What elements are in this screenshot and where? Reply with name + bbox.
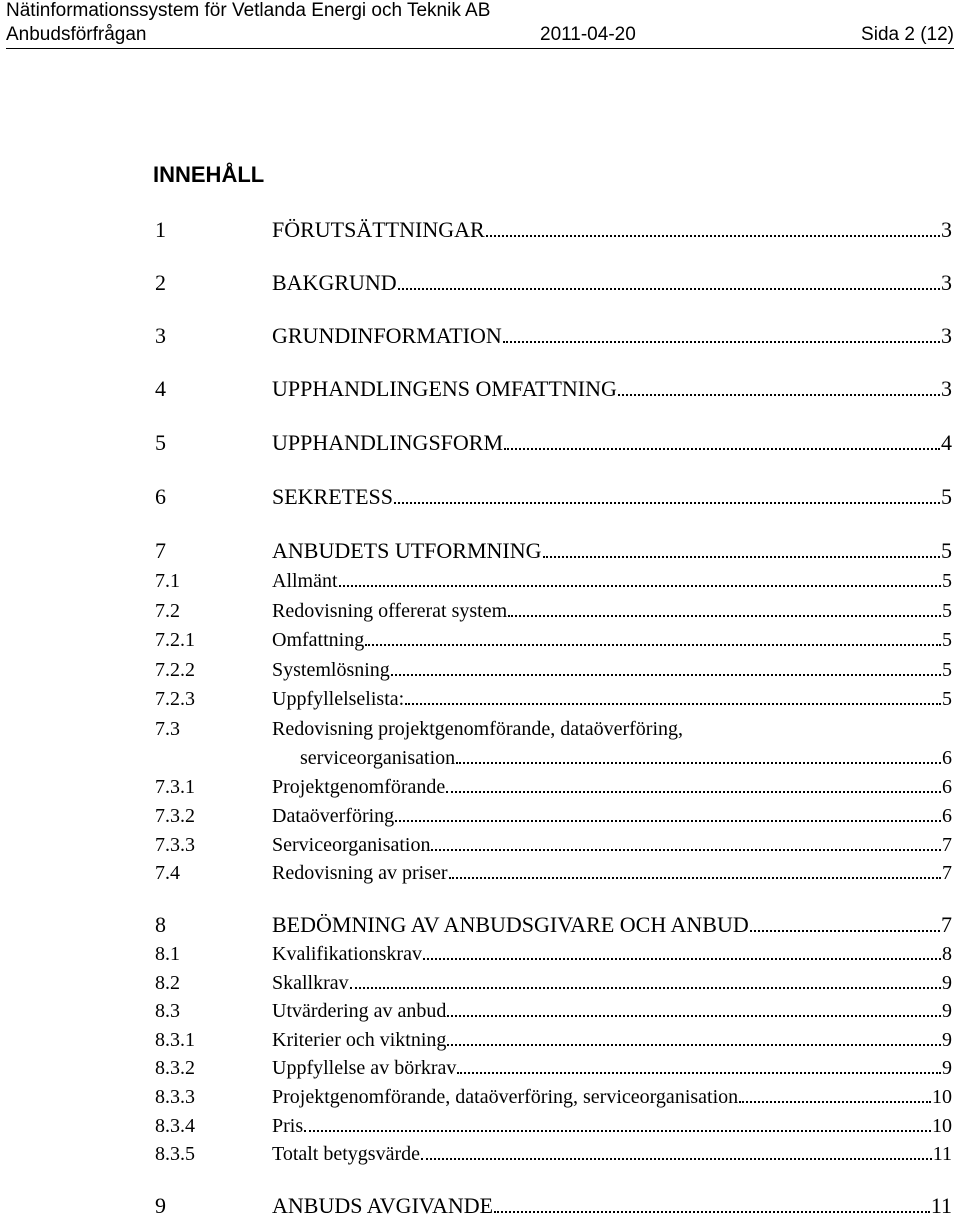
toc-entry-title: Pris xyxy=(272,1115,304,1137)
toc-entry-7-3[interactable] xyxy=(0,714,960,744)
toc-heading: INNEHÅLL xyxy=(153,162,265,187)
toc-entry-9[interactable] xyxy=(0,1191,960,1221)
toc-leader-dots xyxy=(750,929,940,932)
toc-entry-page: 6 xyxy=(942,776,952,798)
toc-entry-page: 3 xyxy=(941,376,952,401)
toc-entry-number: 7.2.1 xyxy=(155,629,195,651)
toc-entry-page: 8 xyxy=(942,943,952,965)
toc-entry-number: 8.3.5 xyxy=(155,1143,195,1165)
toc-entry-page: 9 xyxy=(942,1000,952,1022)
header-date: 2011-04-20 xyxy=(540,24,636,45)
toc-entry-page: 5 xyxy=(942,600,952,622)
toc-entry-page: 5 xyxy=(941,484,952,509)
toc-entry-number: 4 xyxy=(155,376,166,401)
toc-entry-title: GRUNDINFORMATION xyxy=(272,323,502,348)
toc-entry-number: 8.1 xyxy=(155,943,180,965)
toc-entry-8-3-2[interactable] xyxy=(0,1053,960,1083)
toc-entry-7-2[interactable] xyxy=(0,596,960,626)
toc-entry-page: 5 xyxy=(942,659,952,681)
toc-entry-page: 5 xyxy=(942,570,952,592)
toc-leader-dots xyxy=(350,986,941,989)
toc-leader-dots xyxy=(423,957,941,960)
toc-entry-title: Allmänt xyxy=(272,570,338,592)
toc-leader-dots xyxy=(405,702,941,705)
toc-entry-7[interactable] xyxy=(0,536,960,566)
header-doc-type: Anbudsförfrågan xyxy=(6,24,147,45)
toc-entry-page: 10 xyxy=(932,1115,952,1137)
toc-entry-title: Redovisning offererat system xyxy=(272,600,508,622)
toc-entry-2[interactable] xyxy=(0,268,960,298)
toc-entry-7-2-2[interactable] xyxy=(0,655,960,685)
toc-leader-dots xyxy=(494,1210,930,1213)
toc-entry-7-3-3[interactable] xyxy=(0,830,960,860)
toc-entry-7-3-continued[interactable] xyxy=(0,743,960,773)
toc-entry-page: 7 xyxy=(941,912,952,937)
toc-entry-4[interactable] xyxy=(0,374,960,404)
toc-entry-number: 8.3 xyxy=(155,1000,180,1022)
toc-entry-page: 3 xyxy=(941,323,952,348)
toc-entry-page: 5 xyxy=(942,688,952,710)
toc-entry-number: 7.3.3 xyxy=(155,834,195,856)
toc-entry-title: Redovisning projektgenomförande, dataöverföring, xyxy=(272,718,683,740)
toc-entry-number: 8.3.3 xyxy=(155,1086,195,1108)
toc-entry-title: Kriterier och viktning xyxy=(272,1029,447,1051)
toc-entry-page: 7 xyxy=(942,862,952,884)
toc-leader-dots xyxy=(394,501,940,504)
toc-entry-title: FÖRUTSÄTTNINGAR xyxy=(272,217,485,242)
toc-entry-7-2-3[interactable] xyxy=(0,684,960,714)
toc-leader-dots xyxy=(391,673,941,676)
toc-entry-title: Dataöverföring xyxy=(272,805,395,827)
toc-entry-title-continued: serviceorganisation xyxy=(300,747,456,769)
toc-leader-dots xyxy=(503,340,940,343)
toc-entry-title: ANBUDETS UTFORMNING xyxy=(272,538,542,563)
toc-entry-8-2[interactable] xyxy=(0,968,960,998)
toc-entry-title: BAKGRUND xyxy=(272,270,397,295)
toc-entry-number: 7.3 xyxy=(155,718,180,740)
toc-entry-title: Totalt betygsvärde xyxy=(272,1143,420,1165)
toc-leader-dots xyxy=(504,447,940,450)
toc-entry-page: 7 xyxy=(942,834,952,856)
toc-entry-page: 6 xyxy=(942,747,952,769)
toc-entry-title: Projektgenomförande, dataöverföring, serviceorganisation xyxy=(272,1086,739,1108)
toc-leader-dots xyxy=(339,584,941,587)
toc-leader-dots xyxy=(543,555,940,558)
toc-entry-8-3[interactable] xyxy=(0,996,960,1026)
toc-entry-number: 8.2 xyxy=(155,972,180,994)
toc-entry-number: 7.3.2 xyxy=(155,805,195,827)
toc-entry-8-3-1[interactable] xyxy=(0,1025,960,1055)
toc-leader-dots xyxy=(508,614,941,617)
toc-entry-number: 2 xyxy=(155,270,166,295)
toc-leader-dots xyxy=(486,234,940,237)
toc-entry-title: SEKRETESS xyxy=(272,484,394,509)
toc-entry-page: 10 xyxy=(932,1086,952,1108)
header-company-line: Nätinformationssystem för Vetlanda Energi och Teknik AB xyxy=(6,0,491,21)
toc-entry-title: Uppfyllelselista: xyxy=(272,688,405,710)
toc-entry-7-3-2[interactable] xyxy=(0,801,960,831)
toc-entry-number: 7.3.1 xyxy=(155,776,195,798)
toc-entry-title: Serviceorganisation xyxy=(272,834,431,856)
toc-entry-title: Utvärdering av anbud xyxy=(272,1000,447,1022)
toc-leader-dots xyxy=(365,643,941,646)
toc-entry-page: 9 xyxy=(942,972,952,994)
toc-entry-number: 8.3.2 xyxy=(155,1057,195,1079)
toc-leader-dots xyxy=(395,819,941,822)
toc-leader-dots xyxy=(456,761,941,764)
toc-entry-8-1[interactable] xyxy=(0,939,960,969)
toc-entry-page: 11 xyxy=(932,1143,952,1165)
toc-entry-5[interactable] xyxy=(0,428,960,458)
toc-entry-6[interactable] xyxy=(0,482,960,512)
toc-entry-7-4[interactable] xyxy=(0,858,960,888)
toc-entry-page: 3 xyxy=(941,270,952,295)
toc-entry-number: 9 xyxy=(155,1193,166,1218)
toc-entry-page: 3 xyxy=(941,217,952,242)
toc-entry-8-3-4[interactable] xyxy=(0,1111,960,1141)
toc-leader-dots xyxy=(449,876,941,879)
toc-entry-page: 5 xyxy=(942,629,952,651)
toc-entry-number: 8 xyxy=(155,912,166,937)
toc-leader-dots xyxy=(739,1100,931,1103)
toc-entry-number: 7.1 xyxy=(155,570,180,592)
toc-entry-title: Kvalifikationskrav xyxy=(272,943,422,965)
toc-entry-page: 9 xyxy=(942,1057,952,1079)
toc-entry-page: 5 xyxy=(941,538,952,563)
toc-entry-title: Projektgenomförande xyxy=(272,776,446,798)
toc-entry-number: 3 xyxy=(155,323,166,348)
toc-entry-7-1[interactable] xyxy=(0,566,960,596)
toc-entry-title: UPPHANDLINGSFORM xyxy=(272,430,504,455)
toc-leader-dots xyxy=(446,790,941,793)
toc-entry-number: 5 xyxy=(155,430,166,455)
toc-entry-title: BEDÖMNING AV ANBUDSGIVARE OCH ANBUD xyxy=(272,912,749,937)
toc-leader-dots xyxy=(304,1129,931,1132)
toc-leader-dots xyxy=(431,848,941,851)
toc-entry-title: Skallkrav xyxy=(272,972,349,994)
toc-entry-number: 7.2.3 xyxy=(155,688,195,710)
toc-entry-7-3-1[interactable] xyxy=(0,772,960,802)
toc-entry-title: Omfattning xyxy=(272,629,365,651)
toc-entry-page: 9 xyxy=(942,1029,952,1051)
toc-entry-title: UPPHANDLINGENS OMFATTNING xyxy=(272,376,617,401)
toc-leader-dots xyxy=(447,1043,941,1046)
toc-entry-page: 11 xyxy=(930,1193,952,1218)
toc-entry-8-3-5[interactable] xyxy=(0,1139,960,1169)
toc-entry-3[interactable] xyxy=(0,321,960,351)
toc-entry-number: 7.4 xyxy=(155,862,180,884)
toc-entry-page: 4 xyxy=(941,430,952,455)
toc-entry-page: 6 xyxy=(942,805,952,827)
toc-entry-title: Systemlösning xyxy=(272,659,390,681)
toc-entry-number: 1 xyxy=(155,217,166,242)
toc-entry-number: 7.2 xyxy=(155,600,180,622)
header-info-line xyxy=(6,22,954,49)
toc-leader-dots xyxy=(618,393,940,396)
toc-entry-8[interactable] xyxy=(0,910,960,940)
toc-leader-dots xyxy=(447,1014,941,1017)
toc-entry-7-2-1[interactable] xyxy=(0,625,960,655)
toc-entry-number: 6 xyxy=(155,484,166,509)
toc-entry-number: 8.3.4 xyxy=(155,1115,195,1137)
header-page-label: Sida 2 (12) xyxy=(861,24,954,45)
toc-entry-number: 7 xyxy=(155,538,166,563)
toc-entry-title: Redovisning av priser xyxy=(272,862,448,884)
toc-entry-1[interactable] xyxy=(0,215,960,245)
toc-entry-8-3-3[interactable] xyxy=(0,1082,960,1112)
toc-entry-title: Uppfyllelse av börkrav xyxy=(272,1057,457,1079)
toc-leader-dots xyxy=(421,1157,932,1160)
toc-leader-dots xyxy=(457,1071,941,1074)
toc-entry-number: 7.2.2 xyxy=(155,659,195,681)
toc-entry-number: 8.3.1 xyxy=(155,1029,195,1051)
toc-entry-title: ANBUDS AVGIVANDE xyxy=(272,1193,494,1218)
toc-leader-dots xyxy=(398,287,940,290)
